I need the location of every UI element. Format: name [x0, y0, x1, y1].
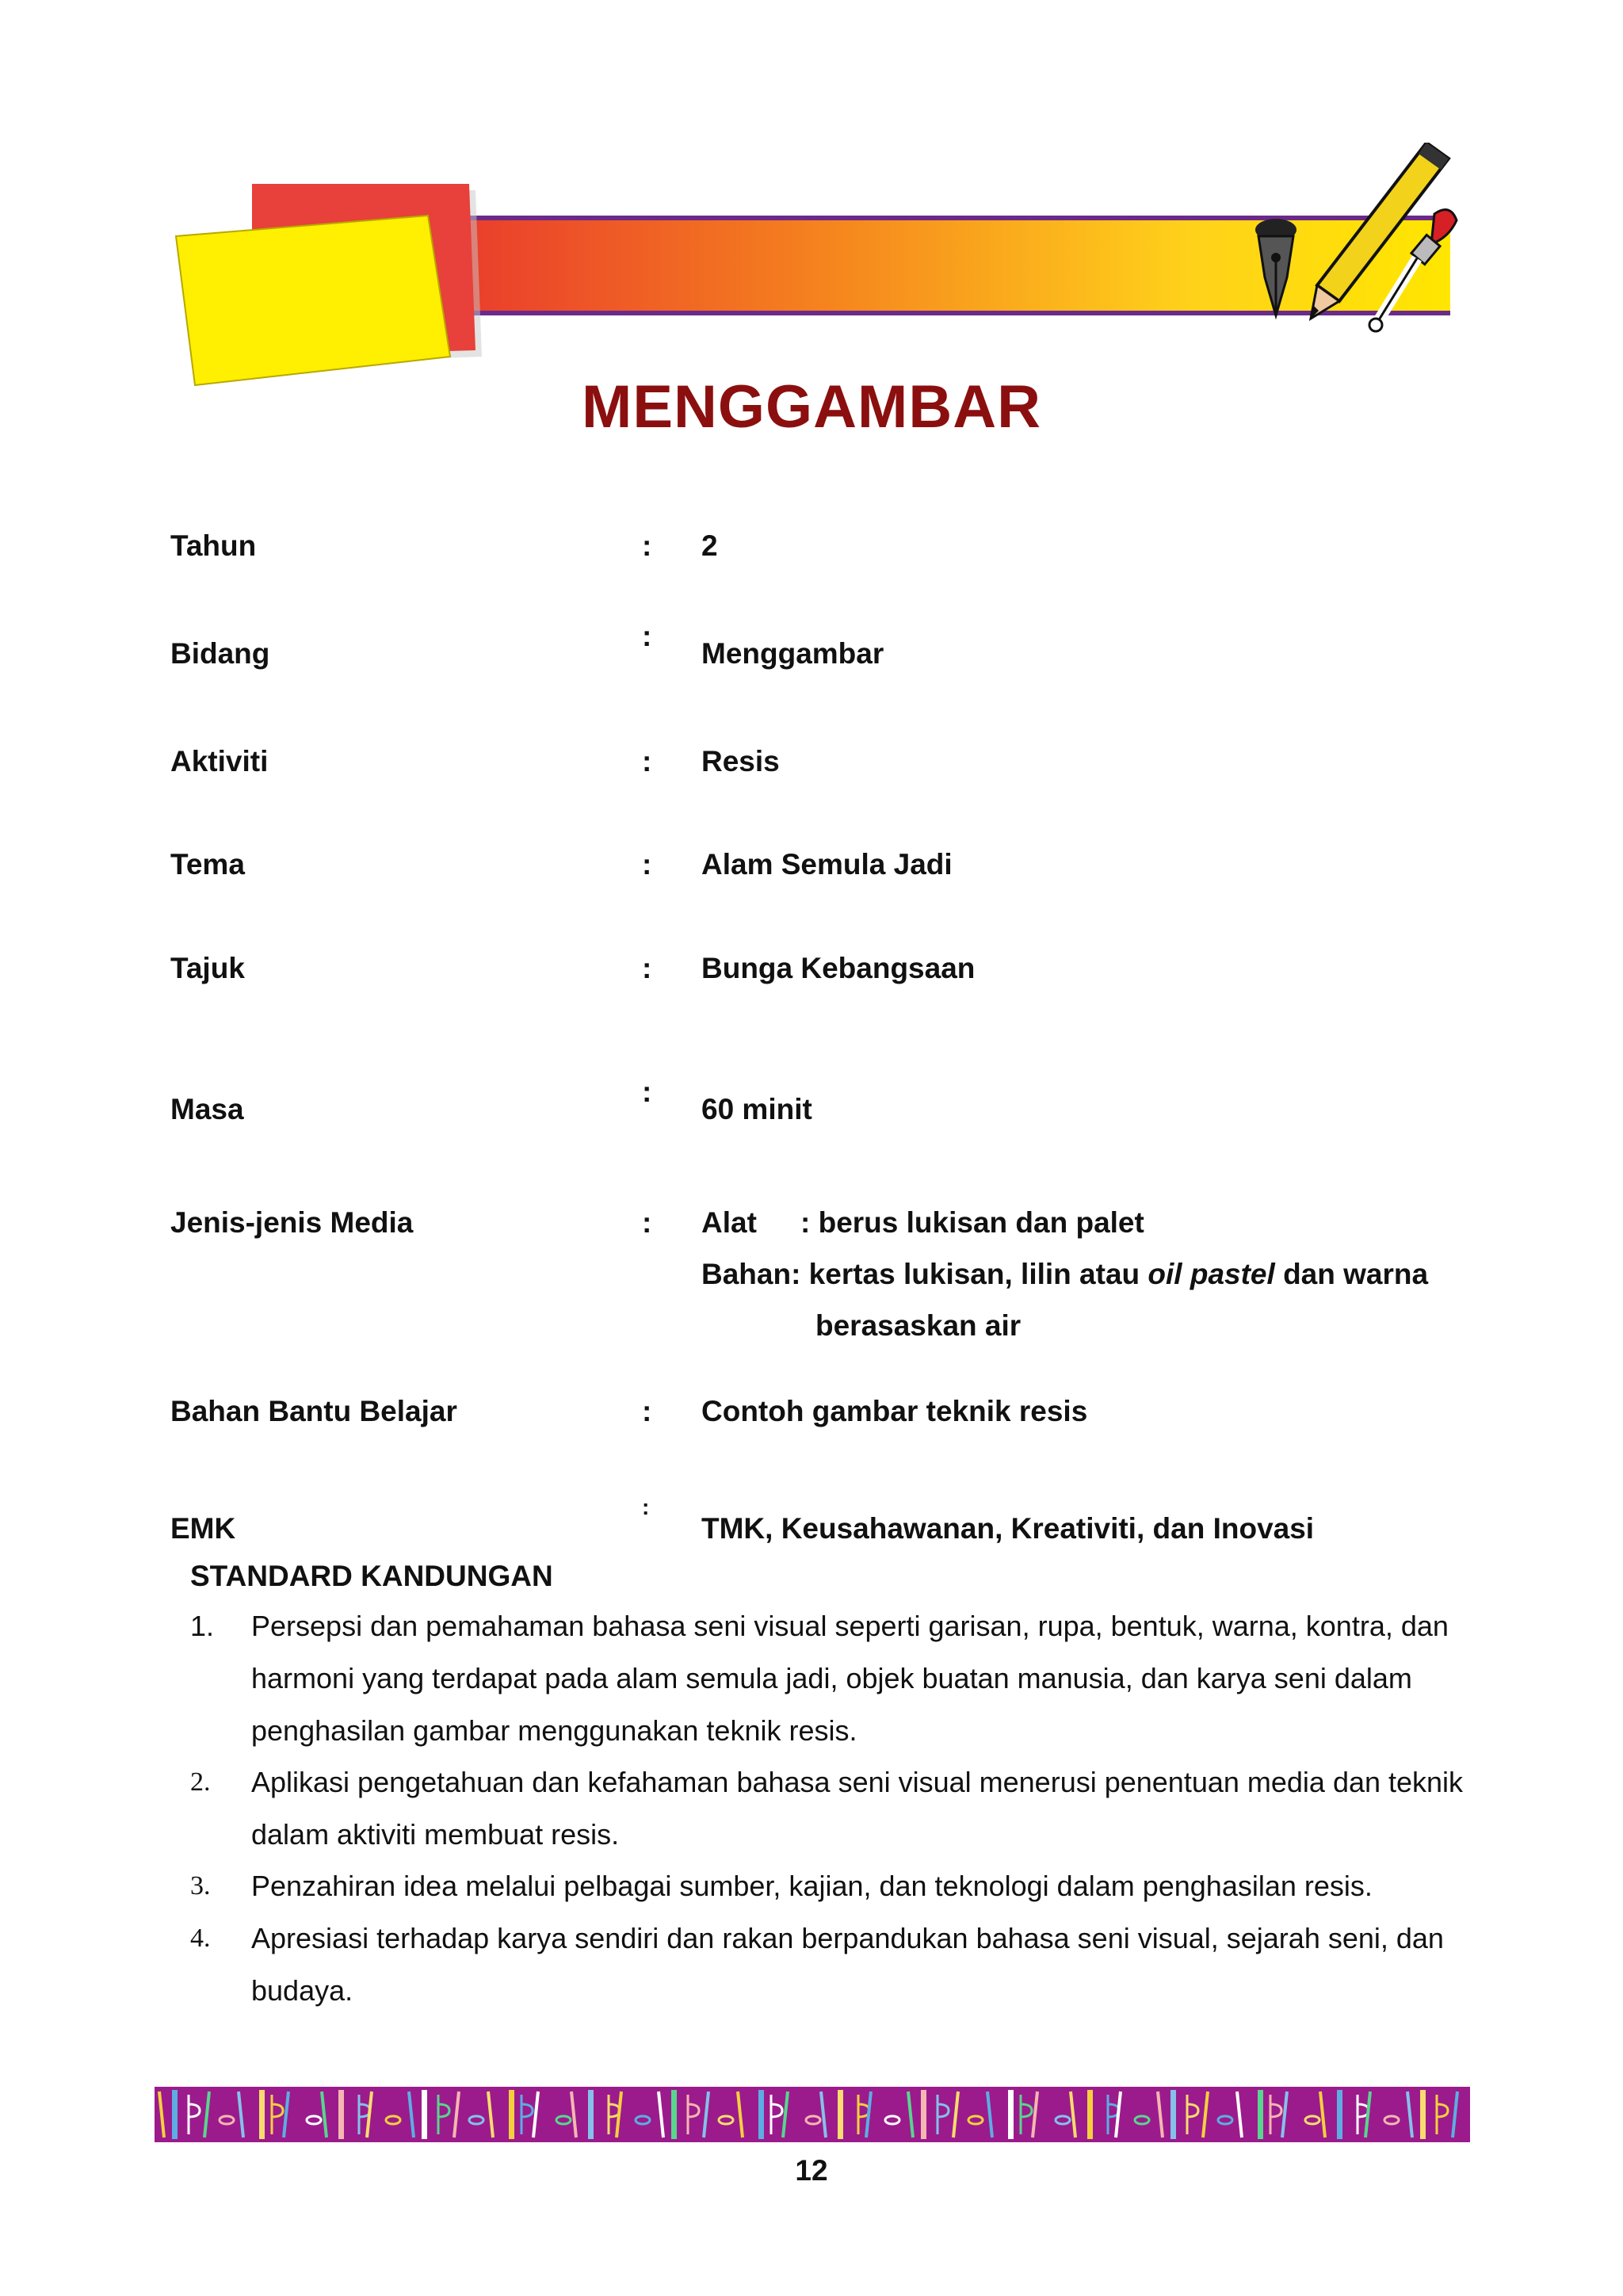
info-colon: :	[642, 620, 652, 652]
info-value: 60 minit	[701, 1093, 812, 1125]
info-label: Bahan Bantu Belajar	[170, 1395, 457, 1427]
media-alat-value: : berus lukisan dan palet	[800, 1206, 1144, 1239]
header-banner	[158, 143, 1466, 396]
info-row-media	[170, 1206, 1470, 1349]
info-label: Tema	[170, 848, 245, 881]
info-value: Menggambar	[701, 637, 884, 670]
item-number: 2.	[190, 1767, 211, 1797]
info-label: EMK	[170, 1512, 236, 1545]
media-alat-line	[701, 1206, 1144, 1240]
info-colon: :	[642, 1395, 652, 1427]
media-bahan-key: Bahan	[701, 1258, 792, 1290]
info-value: TMK, Keusahawanan, Kreativiti, dan Inovasi	[701, 1512, 1315, 1545]
info-colon: :	[642, 1075, 652, 1108]
info-label: Tahun	[170, 529, 257, 562]
info-colon: :	[642, 745, 652, 777]
info-value: Contoh gambar teknik resis	[701, 1395, 1088, 1427]
item-text: Aplikasi pengetahuan dan kefahaman bahasa seni visual menerusi penentuan media dan teknik dalam aktiviti membuat resis.	[251, 1766, 1464, 1851]
media-bahan-line	[701, 1258, 1428, 1291]
page-title: MENGGAMBAR	[582, 373, 1041, 441]
media-bahan-italic: oil pastel	[1148, 1258, 1275, 1290]
info-value: Bunga Kebangsaan	[701, 952, 976, 984]
info-value: Alam Semula Jadi	[701, 848, 953, 881]
info-label: Bidang	[170, 637, 270, 670]
standard-kandungan-item	[190, 1756, 1474, 1861]
info-label: Tajuk	[170, 952, 245, 984]
standard-kandungan-item	[190, 1860, 1474, 1912]
page-number: 12	[795, 2154, 828, 2187]
item-number: 1.	[190, 1610, 215, 1642]
footer-decorative-strip	[155, 2087, 1470, 2142]
info-value: 2	[701, 529, 718, 562]
item-text: Apresiasi terhadap karya sendiri dan rakan berpandukan bahasa seni visual, sejarah seni, dan budaya.	[251, 1922, 1444, 2007]
item-number: 3.	[190, 1871, 211, 1901]
info-value: Resis	[701, 745, 780, 777]
info-label: Jenis-jenis Media	[170, 1206, 414, 1239]
info-colon: :	[642, 529, 652, 562]
standard-kandungan-item	[190, 1600, 1474, 1757]
info-colon: :	[642, 952, 652, 984]
info-label: Aktiviti	[170, 745, 269, 777]
info-colon: :	[642, 1206, 652, 1239]
info-colon: :	[642, 848, 652, 881]
media-bahan-value-post: dan warna	[1274, 1258, 1429, 1290]
info-colon: :	[642, 1495, 650, 1519]
standard-kandungan-item	[190, 1912, 1474, 2017]
item-text: Penzahiran idea melalui pelbagai sumber, kajian, dan teknologi dalam penghasilan resis.	[251, 1870, 1373, 1902]
media-bahan-line2: berasaskan air	[815, 1309, 1022, 1342]
item-text: Persepsi dan pemahaman bahasa seni visual seperti garisan, rupa, bentuk, warna, kontra, dan harmoni yang terdapat pada alam semula jadi, objek buatan manusia, dan karya seni dalam penghasilan gambar menggunakan teknik resis.	[251, 1610, 1449, 1747]
item-number: 4.	[190, 1924, 211, 1953]
info-label: Masa	[170, 1093, 244, 1125]
media-alat-key: Alat	[701, 1206, 757, 1239]
media-bahan-value: : kertas lukisan, lilin atau	[791, 1258, 1148, 1290]
standard-kandungan-heading: STANDARD KANDUNGAN	[190, 1560, 553, 1592]
